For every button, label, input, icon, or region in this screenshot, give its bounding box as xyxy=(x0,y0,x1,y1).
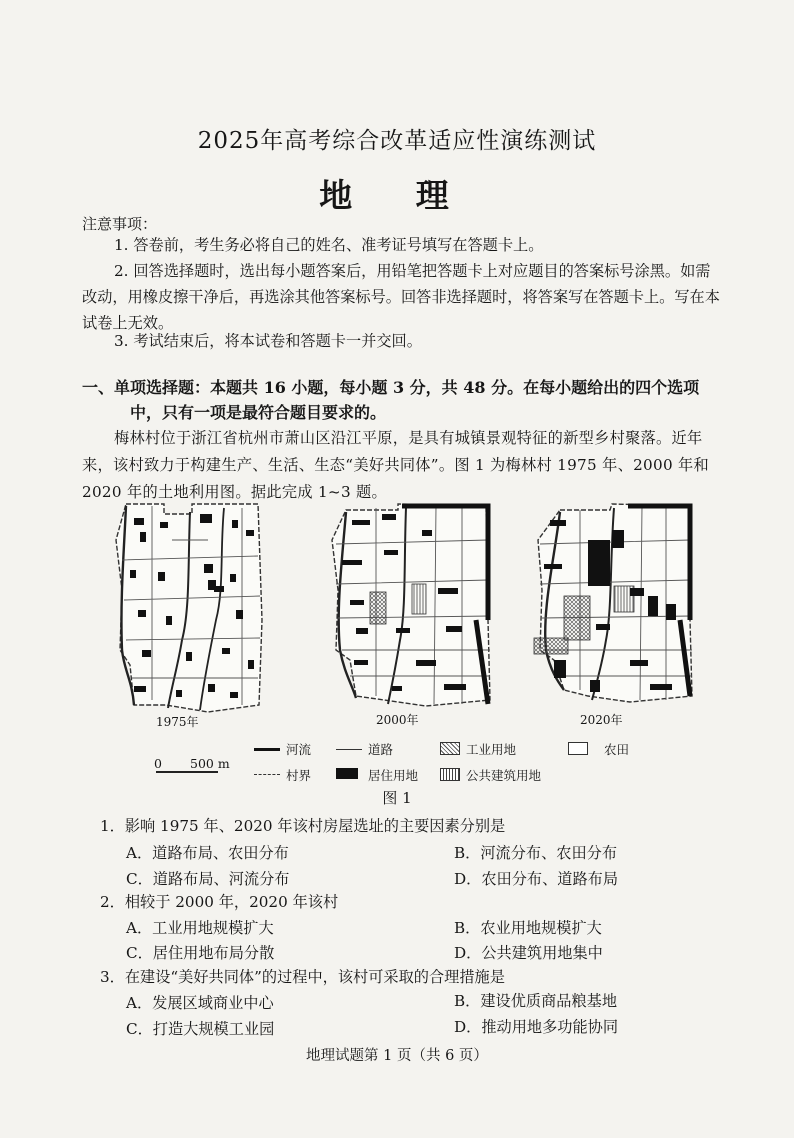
question-2-stem: 2．相较于 2000 年，2020 年该村 xyxy=(100,893,339,911)
map-1975 xyxy=(112,500,270,720)
question-2-option-b: B．农业用地规模扩大 xyxy=(454,919,602,937)
legend-river-label: 河流 xyxy=(286,742,312,757)
question-3-option-d: D．推动用地多功能协同 xyxy=(454,1018,619,1036)
question-1-option-c: C．道路布局、河流分布 xyxy=(126,870,290,888)
legend-public-label: 公共建筑用地 xyxy=(466,768,542,783)
notice-heading: 注意事项： xyxy=(82,215,158,233)
exam-title: 2025年高考综合改革适应性演练测试 xyxy=(197,128,597,154)
question-material: 梅林村位于浙江省杭州市萧山区沿江平原，是具有城镇景观特征的新型乡村聚落。近年来，该村致力于构建生产、生活、生态“美好共同体”。图 1 为梅林村 1975 年、2000 年和 2020 年的土地利用图。据此完成 1~3 题。 xyxy=(82,429,710,501)
legend-industrial-label: 工业用地 xyxy=(466,742,517,757)
legend-farmland-symbol xyxy=(568,742,588,755)
question-1-stem: 1．影响 1975 年、2020 年该村房屋选址的主要因素分别是 xyxy=(100,817,506,835)
scale-distance: 500 m xyxy=(190,756,230,771)
legend-boundary-label: 村界 xyxy=(286,768,312,783)
map-2000 xyxy=(326,500,496,712)
map-1975-drawing xyxy=(112,500,270,720)
legend-boundary-symbol xyxy=(254,774,280,775)
question-2-option-d: D．公共建筑用地集中 xyxy=(454,944,603,962)
legend-farmland-label: 农田 xyxy=(604,742,630,757)
scale-line xyxy=(156,771,218,773)
question-3-option-b: B．建设优质商品粮基地 xyxy=(454,992,618,1010)
map-2020 xyxy=(530,500,700,710)
scale-bar xyxy=(150,756,260,780)
map-2000-year: 2000年 xyxy=(376,713,419,727)
legend-industrial-symbol xyxy=(440,742,460,755)
notice-item-2: 2. 回答选择题时，选出每小题答案后，用铅笔把答题卡上对应题目的答案标号涂黑。如需改动，用橡皮擦干净后，再选涂其他答案标号。回答非选择题时，将答案写在答题卡上。写在本试卷上无效。 xyxy=(82,262,720,332)
figure-caption: 图 1 xyxy=(382,789,412,807)
notice-item-3: 3. 考试结束后，将本试卷和答题卡一并交回。 xyxy=(114,332,422,350)
map-2020-drawing xyxy=(530,500,700,710)
page-footer: 地理试题第 1 页（共 6 页） xyxy=(306,1048,488,1064)
question-3-option-a: A．发展区域商业中心 xyxy=(126,994,274,1012)
legend-road-symbol xyxy=(336,749,362,750)
question-1-option-b: B．河流分布、农田分布 xyxy=(454,844,618,862)
section-heading-line1: 一、单项选择题：本题共 16 小题，每小题 3 分，共 48 分。在每小题给出的四个选项 xyxy=(82,378,700,397)
scale-zero: 0 xyxy=(154,756,162,771)
legend-public-symbol xyxy=(440,768,460,781)
question-3-stem: 3．在建设“美好共同体”的过程中，该村可采取的合理措施是 xyxy=(100,968,505,986)
section-heading-line2: 中，只有一项是最符合题目要求的。 xyxy=(130,403,387,422)
figure-legend xyxy=(254,740,634,786)
map-1975-year: 1975年 xyxy=(156,715,199,729)
map-2020-year: 2020年 xyxy=(580,713,623,727)
question-1-option-a: A．道路布局、农田分布 xyxy=(126,844,289,862)
question-2-option-c: C．居住用地布局分散 xyxy=(126,944,275,962)
question-1-option-d: D．农田分布、道路布局 xyxy=(454,870,619,888)
map-2000-drawing xyxy=(326,500,496,712)
legend-river-symbol xyxy=(254,748,280,751)
notice-item-1: 1. 答卷前，考生务必将自己的姓名、准考证号填写在答题卡上。 xyxy=(114,236,544,254)
section-heading xyxy=(82,375,732,425)
legend-residential-symbol xyxy=(336,768,358,779)
legend-road-label: 道路 xyxy=(368,742,394,757)
legend-residential-label: 居住用地 xyxy=(368,768,419,783)
question-3-option-c: C．打造大规模工业园 xyxy=(126,1020,275,1038)
question-2-option-a: A．工业用地规模扩大 xyxy=(126,919,274,937)
subject-title: 地 理 xyxy=(319,176,475,215)
